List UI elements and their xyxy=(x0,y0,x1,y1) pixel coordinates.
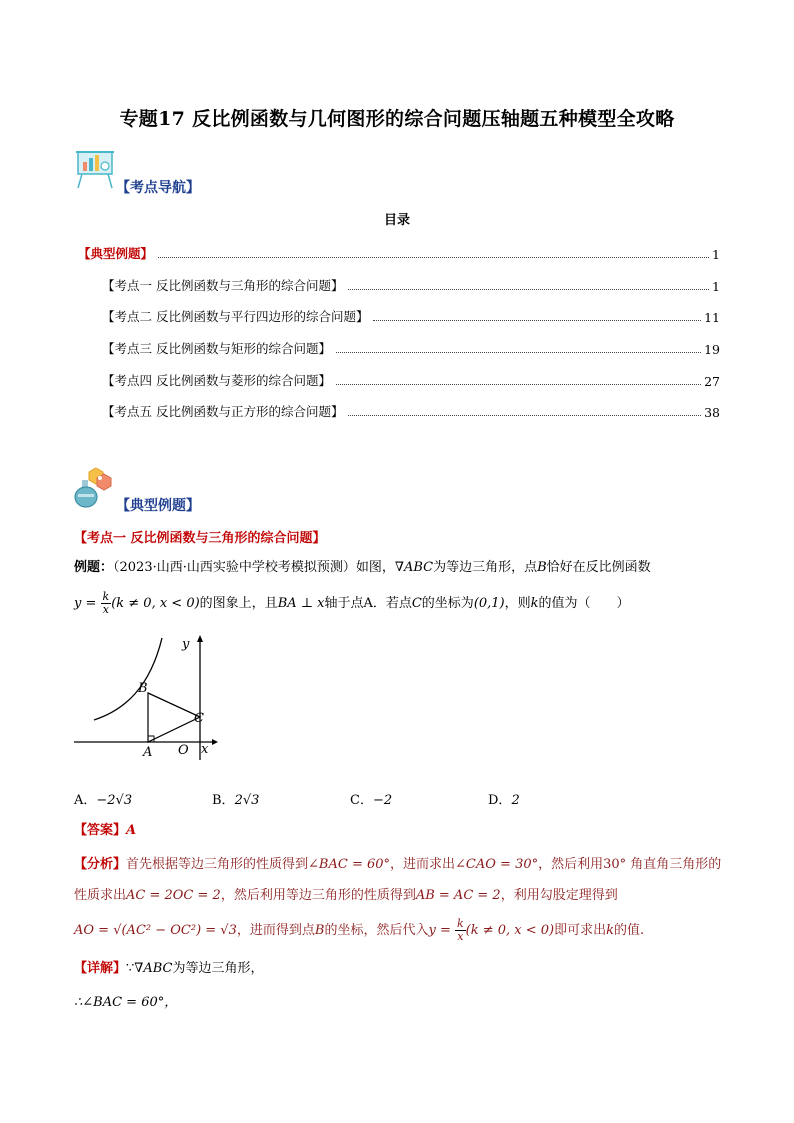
presentation-board-icon xyxy=(74,148,118,190)
option-a[interactable]: A．−2√3 xyxy=(74,793,133,808)
analysis-line-2: 性质求出AC = 2OC = 2，然后利用等边三角形的性质得到AB = AC = 2，利用勾股定理得到 xyxy=(74,888,618,903)
flask-icon xyxy=(72,466,116,508)
label-c: C xyxy=(194,711,204,726)
label-o: O xyxy=(178,743,189,758)
example-line-1: 例题：（2023·山西·山西实验中学校考模拟预测）如图，∇ABC为等边三角形，点B恰好在反比例函数 xyxy=(74,560,651,575)
label-y: y xyxy=(182,637,190,652)
toc-heading: 目录 xyxy=(383,213,410,228)
detail-line-1: 【详解】∵∇ABC为等边三角形， xyxy=(74,961,264,976)
toc-entry[interactable]: 【考点一 反比例函数与三角形的综合问题】 1 xyxy=(102,278,720,294)
toc-entry[interactable]: 【考点五 反比例函数与正方形的综合问题】 38 xyxy=(102,404,720,420)
toc-entry[interactable]: 【典型例题】 1 xyxy=(78,246,720,262)
triangle-abc xyxy=(148,693,200,742)
page-title: 专题17 反比例函数与几何图形的综合问题压轴题五种模型全攻略 xyxy=(119,108,675,130)
label-a: A xyxy=(143,745,153,760)
toc-entry[interactable]: 【考点四 反比例函数与菱形的综合问题】 27 xyxy=(102,373,720,389)
answer-line: 【答案】A xyxy=(74,823,137,838)
hyperbola-curve xyxy=(94,638,162,720)
function-graph-figure xyxy=(70,632,220,762)
toc-entry[interactable]: 【考点二 反比例函数与平行四边形的综合问题】 11 xyxy=(102,309,720,325)
detail-line-2: ∴∠BAC = 60°， xyxy=(74,995,178,1010)
toc-entry[interactable]: 【考点三 反比例函数与矩形的综合问题】 19 xyxy=(102,341,720,357)
option-c[interactable]: C．−2 xyxy=(350,793,393,808)
analysis-line-1: 【分析】首先根据等边三角形的性质得到∠BAC = 60°，进而求出∠CAO = 30°，然后利用30° 角直角三角形的 xyxy=(74,857,722,872)
label-b: B xyxy=(138,681,148,696)
analysis-line-3: AO = √(AC² − OC²) = √3，进而得到点B的坐标，然后代入y = $\frac{k}{x}$ (k ≠ 0, x < 0)即可求出k的值. xyxy=(74,917,645,943)
topic-heading: 【考点一 反比例函数与三角形的综合问题】 xyxy=(74,531,326,546)
option-b[interactable]: B．2√3 xyxy=(212,793,260,808)
section-label: 【典型例题】 xyxy=(116,498,200,514)
nav-label: 【考点导航】 xyxy=(116,180,200,196)
option-d[interactable]: D．2 xyxy=(488,793,520,808)
example-line-2: y = $\frac{k}{x}$ (k ≠ 0, x < 0)的图象上，且BA ⊥ x轴于点A．若点C的坐标为(0,1)，则k的值为（ ） xyxy=(74,590,630,616)
label-x: x xyxy=(201,742,209,757)
